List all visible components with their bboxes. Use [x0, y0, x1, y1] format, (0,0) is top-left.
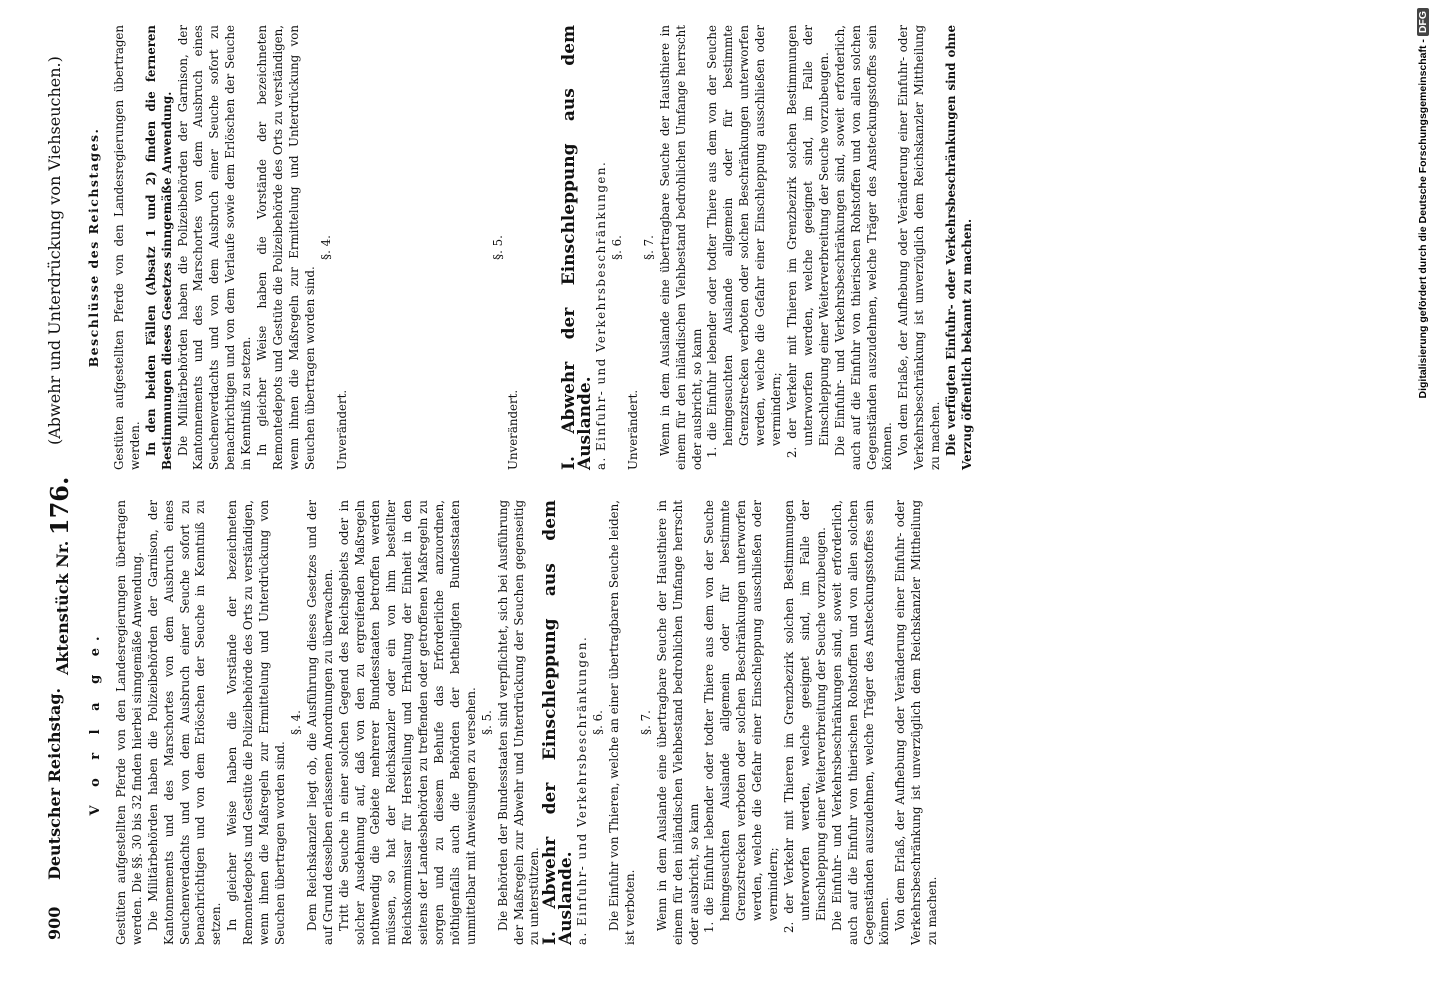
paragraph: Von dem Erlaß, der Aufhebung oder Veränderung einer Einfuhr- oder Verkehrsbeschränkung ist unverzüglich dem Reichskanzler Mittheilung zu machen. — [893, 500, 940, 945]
paragraph: Die Militärbehörden haben die Polizeibehörden der Garnison, der Kantonnements und des Marschortes von dem Ausbruch eines Seuchenverdachts und von dem Ausbruch einer Seuche sofort zu benachrichtigen und von dem Erlöschen der Seuche in Kenntniß zu setzen. — [145, 500, 224, 945]
section-heading: §. 4. — [288, 710, 303, 735]
unchanged-note: Unverändert. — [334, 389, 349, 470]
paragraph: Wenn in dem Auslande eine übertragbare Seuche der Hausthiere in einem für den inländischen Viehbestand bedrohlichen Umfange herrscht oder ausbricht, so kann — [654, 500, 701, 945]
digitization-credit — [1412, 0, 1432, 1000]
section-heading: §. 5. — [490, 235, 505, 260]
paragraph: Dem Reichskanzler liegt ob, die Ausführung dieses Gesetzes und der auf Grund desselben erlassenen Anordnungen zu überwachen. — [304, 500, 335, 945]
credit-text: Digitalisierung gefördert durch die Deutsche Forschungsgemeinschaft - — [1417, 39, 1429, 399]
subsection-heading: a. Einfuhr- und Verkehrsbeschränkungen. — [575, 635, 590, 945]
paragraph: In gleicher Weise haben die Vorstände der bezeichneten Remontedepots und Gestüte die Polizeibehörde des Orts zu verständigen, wenn ihnen die Maßregeln zur Ermittelung und Unterdrückung von Seuchen übertragen worden sind. — [225, 500, 287, 945]
section-heading: §. 5. — [479, 710, 494, 735]
paragraph: Tritt die Seuche in einer solchen Gegend des Reichsgebiets oder in solcher Ausdehnung auf, daß von den zu ergreifenden Maßregeln nothwendig die Gebiete mehrerer Bundesstaaten betroffen werden müssen, so hat der Reichskanzler oder ein von ihm bestellter Reichskommissar für Herstellung und Erhaltung der Einheit in den seitens der Landesbehörden zu treffenden oder getroffenen Maßregeln zu sorgen und zu diesem Behufe das Erforderliche anzuordnen, nöthigenfalls auch die Behörden der betheiligten Bundesstaaten unmittelbar mit Anweisungen zu versehen. — [336, 500, 478, 945]
list-item: 1. die Einfuhr lebender oder todter Thiere aus dem von der Seuche heimgesuchten Auslande allgemein oder für bestimmte Grenzstrecken verboten oder solchen Beschränkungen unterworfen werden, welche die Gefahr einer Einschleppung ausschließen oder vermindern; — [702, 500, 781, 933]
page-number: 900 — [45, 906, 64, 940]
paragraph: Die Einfuhr- und Verkehrsbeschränkungen sind, soweit erforderlich, auch auf die Einfuhr von thierischen Rohstoffen und von allen solchen Gegenständen auszudehnen, welche Träger des Ansteckungsstoffes sein können. — [829, 500, 892, 945]
column-title-beschluesse: Beschlüsse des Reichstages. — [86, 127, 101, 368]
document-number — [45, 477, 74, 675]
column-title-vorlage: V o r l a g e. — [88, 629, 103, 816]
unchanged-note: Unverändert. — [506, 389, 521, 470]
paragraph: Gestüten aufgestellten Pferde von den Landesregierungen übertragen werden. — [111, 25, 142, 470]
paragraph: Die Einfuhr von Thieren, welche an einer übertragbaren Seuche leiden, ist verboten. — [607, 500, 637, 945]
list-item: 2. der Verkehr mit Thieren im Grenzbezirk solchen Bestimmungen unterworfen werden, welche geeignet sind, im Falle der Einschleppung einer Weiterverbreitung der Seuche vorzubeugen. — [781, 500, 828, 933]
paragraph-amendment: In den beiden Fällen (Absatz 1 und 2) finden die ferneren Bestimmungen dieses Gesetzes sinngemäße Anwendung. — [143, 25, 174, 470]
paragraph: Von dem Erlaße, der Aufhebung oder Veränderung einer Einfuhr- oder Verkehrsbeschränkung ist unverzüglich dem Reichskanzler Mittheilung zu machen. — [896, 25, 943, 470]
section-heading: §. 6. — [610, 235, 625, 260]
paragraph: Die Militärbehörden haben die Polizeibehörden der Garnison, der Kantonnements und des Marschortes von dem Ausbruch eines Seuchenverdachts und von dem Ausbruch einer Seuche sofort zu benachrichtigen und von dem Verlaufe sowie dem Erlöschen der Seuche in Kenntniß zu setzen. — [175, 25, 254, 470]
paragraph: Gestüten aufgestellten Pferde von den Landesregierungen übertragen werden. Die §§. 30 bis 32 finden hierbei sinngemäße Anwendung. — [113, 500, 144, 945]
digitization-credit-strip — [1412, 0, 1432, 1000]
document-number-value: 176. — [45, 476, 74, 536]
paragraph: Die Behörden der Bundesstaaten sind verpflichtet, sich bei Ausführung der Maßregeln zur Abwehr und Unterdrückung der Seuchen gegenseitig zu unterstützen. — [495, 500, 542, 945]
paragraph-amendment: Die verfügten Einfuhr- oder Verkehrsbeschränkungen sind ohne Verzug öffentlich bekannt zu machen. — [944, 25, 974, 470]
list-item: 1. die Einfuhr lebender oder todter Thiere aus dem von der Seuche heimgesuchten Auslande allgemein oder für bestimmte Grenzstrecken verboten oder solchen Beschränkungen unterworfen werden, welche die Gefahr einer Einschleppung ausschließen oder vermindern; — [705, 25, 784, 458]
unchanged-note: Unverändert. — [625, 389, 640, 470]
section-heading: §. 7. — [641, 235, 656, 260]
section-heading: §. 6. — [591, 710, 606, 735]
dfg-logo-badge: DFG — [1417, 8, 1429, 36]
paragraph: In gleicher Weise haben die Vorstände der bezeichneten Remontedepots und Gestüte die Polizeibehörde des Orts zu verständigen, wenn ihnen die Maßregeln zur Ermittelung und Unterdrückung von Seuchen übertragen worden sind. — [255, 25, 317, 470]
list-item: 2. der Verkehr mit Thieren im Grenzbezirk solchen Bestimmungen unterworfen werden, welche geeignet sind, im Falle der Einschleppung einer Weiterverbreitung der Seuche vorzubeugen. — [785, 25, 831, 458]
chapter-heading: I. Abwehr der Einschleppung aus dem Auslande. — [540, 500, 577, 945]
section-heading: §. 7. — [638, 710, 653, 735]
section-heading: §. 4. — [318, 235, 333, 260]
paragraph: Wenn in dem Auslande eine übertragbare Seuche der Hausthiere in einem für den inländischen Viehbestand bedrohlichen Umfange herrscht oder ausbricht, so kann — [657, 25, 704, 470]
paragraph: Die Einfuhr- und Verkehrsbeschränkungen sind, soweit erforderlich, auch auf die Einfuhr von thierischen Rohstoffen und von allen solchen Gegenständen auszudehnen, welche Träger des Ansteckungsstoffes sein können. — [832, 25, 895, 470]
document-number-prefix: Aktenstück Nr. — [53, 540, 72, 675]
document-subject: (Abwehr und Unterdrückung von Viehseuchen.) — [45, 56, 64, 445]
publication-name: Deutscher Reichstag. — [45, 687, 64, 880]
subsection-heading: a. Einfuhr- und Verkehrsbeschränkungen. — [594, 160, 609, 470]
right-column-beschluesse — [80, 25, 976, 470]
left-column-vorlage — [80, 500, 941, 945]
chapter-heading: I. Abwehr der Einschleppung aus dem Auslande. — [559, 25, 596, 470]
